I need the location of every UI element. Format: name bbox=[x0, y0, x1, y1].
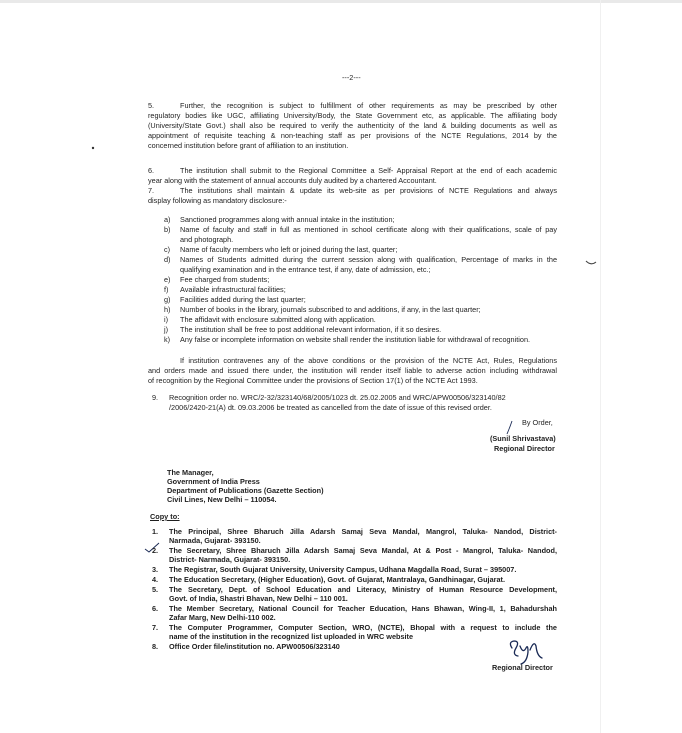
copy-to-text: The Secretary, Shree Bharuch Jilla Adarsh Samaj Seva Mandal, At & Post - Mangrol, Taluka- Nandod, bbox=[169, 546, 557, 555]
footer-designation: Regional Director bbox=[492, 663, 553, 672]
copy-to-number: 2. bbox=[152, 546, 159, 555]
para5-line: appointment of requisite teaching & non-teaching staff as per provisions of the NCTE Regulations, 2014 by the bbox=[148, 131, 557, 140]
para7-number: 7. bbox=[148, 186, 155, 195]
copy-to-text: The Education Secretary, (Higher Education), Govt. of Gujarat, Mantralaya, Gandhinagar, Gujarat. bbox=[169, 575, 505, 584]
copy-to-text: Office Order file/institution no. APW00506/323140 bbox=[169, 642, 340, 651]
scan-edge-top bbox=[0, 0, 682, 3]
copy-to-text: The Member Secretary, National Council for Teacher Education, Hans Bhawan, Wing-II, 1, Bahadurshah bbox=[169, 604, 557, 613]
list-item-letter: a) bbox=[164, 215, 171, 224]
list-item-text: The institution shall be free to post additional relevant information, if it so desires. bbox=[180, 325, 442, 334]
list-item-letter: h) bbox=[164, 305, 171, 314]
margin-tick-mark bbox=[585, 258, 597, 268]
by-order: By Order, bbox=[522, 418, 553, 427]
copy-to-text: The Computer Programmer, Computer Section, WRO, (NCTE), Bhopal with a request to include the bbox=[169, 623, 557, 632]
addressee-line: Civil Lines, New Delhi – 110054. bbox=[167, 495, 277, 504]
list-item-text: Name of faculty and staff in full as mentioned in school certificate along with their qualifications, scale of pay bbox=[180, 225, 557, 234]
list-item-text: Number of books in the library, journals subscribed to and additions, if any, in the last quarter; bbox=[180, 305, 481, 314]
copy-to-text: name of the institution in the recognized list uploaded in WRC website bbox=[169, 632, 414, 641]
copy-to-text: Zafar Marg, New Delhi-110 002. bbox=[169, 613, 276, 622]
ink-dot-mark bbox=[91, 146, 95, 150]
list-item-letter: g) bbox=[164, 295, 171, 304]
copy-to-number: 5. bbox=[152, 585, 159, 594]
contravene-line: If institution contravenes any of the above conditions or the provision of the NCTE Act, Rules, Regulations bbox=[180, 356, 557, 365]
para6-number: 6. bbox=[148, 166, 155, 175]
copy-to-number: 1. bbox=[152, 527, 159, 536]
copy-to-text: The Secretary, Dept. of School Education and Literacy, Ministry of Human Resource Development, bbox=[169, 585, 557, 594]
list-item-text: Names of Students admitted during the current session along with qualification, Percentage of marks in the bbox=[180, 255, 557, 264]
para5-line: regulatory bodies like UGC, affiliating University/Body, the State Government etc, as applicable. The affiliating body bbox=[148, 111, 557, 120]
para5-number: 5. bbox=[148, 101, 155, 110]
copy-to-text: Narmada, Gujarat- 393150. bbox=[169, 536, 261, 545]
list-item-text: and photograph. bbox=[180, 235, 234, 244]
para6-line: year along with the statement of annual accounts duly audited by a chartered Accountant. bbox=[148, 176, 437, 185]
signatory-designation: Regional Director bbox=[494, 444, 555, 453]
scan-edge-right bbox=[600, 0, 601, 733]
para5-line: (University/State Govt.) shall also be required to verify the authenticity of the land & building documents as well as bbox=[148, 121, 557, 130]
copy-to-text: Govt. of India, Shastri Bhavan, New Delhi – 110 001. bbox=[169, 594, 348, 603]
list-item-text: Any false or incomplete information on website shall render the institution liable for withdrawal of recognition. bbox=[180, 335, 531, 344]
addressee-line: Department of Publications (Gazette Section) bbox=[167, 486, 324, 495]
list-item-letter: d) bbox=[164, 255, 171, 264]
para7-line: The institutions shall maintain & update its web-site as per provisions of NCTE Regulations and always bbox=[180, 186, 557, 195]
copy-to-heading: Copy to: bbox=[150, 512, 180, 521]
para7-line: display following as mandatory disclosure:- bbox=[148, 196, 287, 205]
list-item-text: Sanctioned programmes along with annual intake in the institution; bbox=[180, 215, 395, 224]
copy-to-number: 4. bbox=[152, 575, 159, 584]
list-item-letter: i) bbox=[164, 315, 169, 324]
para9-line: Recognition order no. WRC/2-32/323140/68/2005/1023 dt. 25.02.2005 and WRC/APW00506/323140/82 bbox=[169, 393, 506, 402]
list-item-letter: k) bbox=[164, 335, 171, 344]
para9-number: 9. bbox=[152, 393, 159, 402]
list-item-text: Name of faculty members who left or joined during the last, quarter; bbox=[180, 245, 398, 254]
list-item-letter: f) bbox=[164, 285, 169, 294]
page-number: ---2--- bbox=[342, 73, 361, 82]
addressee-line: Government of India Press bbox=[167, 477, 260, 486]
para5-line: concerned institution before grant of affiliation to an institution. bbox=[148, 141, 349, 150]
list-item-text: Facilities added during the last quarter; bbox=[180, 295, 306, 304]
copy-to-number: 7. bbox=[152, 623, 159, 632]
copy-to-text: The Principal, Shree Bharuch Jilla Adarsh Samaj Seva Mandal, Mangrol, Taluka- Nandod, District- bbox=[169, 527, 557, 536]
list-item-letter: j) bbox=[164, 325, 169, 334]
list-item-text: qualifying examination and in the entrance test, if any, date of admission, etc.; bbox=[180, 265, 431, 274]
list-item-text: The affidavit with enclosure submitted along with application. bbox=[180, 315, 376, 324]
copy-to-number: 8. bbox=[152, 642, 159, 651]
list-item-text: Fee charged from students; bbox=[180, 275, 270, 284]
copy-to-text: The Registrar, South Gujarat University, University Campus, Udhana Magdalla Road, Surat – 395007. bbox=[169, 565, 517, 574]
list-item-letter: c) bbox=[164, 245, 171, 254]
addressee-line: The Manager, bbox=[167, 468, 214, 477]
list-item-text: Available infrastructural facilities; bbox=[180, 285, 286, 294]
para5-line: Further, the recognition is subject to fulfillment of other requirements as may be prescribed by other bbox=[180, 101, 557, 110]
contravene-line: of recognition by the Regional Committee under the provisions of Section 17(1) of the NCTE Act 1993. bbox=[148, 376, 478, 385]
copy-to-text: District- Narmada, Gujarat- 393150. bbox=[169, 555, 291, 564]
signatory-name: (Sunil Shrivastava) bbox=[490, 434, 556, 443]
list-item-letter: e) bbox=[164, 275, 171, 284]
copy-to-number: 6. bbox=[152, 604, 159, 613]
list-item-letter: b) bbox=[164, 225, 171, 234]
copy-to-number: 3. bbox=[152, 565, 159, 574]
para9-line: /2006/2420-21(A) dt. 09.03.2006 be treated as cancelled from the date of issue of this revised order. bbox=[169, 403, 492, 412]
para6-line: The institution shall submit to the Regional Committee a Self- Appraisal Report at the end of each academic bbox=[180, 166, 557, 175]
contravene-line: and orders made and issued there under, the institution will render itself liable to adverse action including withdrawal bbox=[148, 366, 557, 375]
